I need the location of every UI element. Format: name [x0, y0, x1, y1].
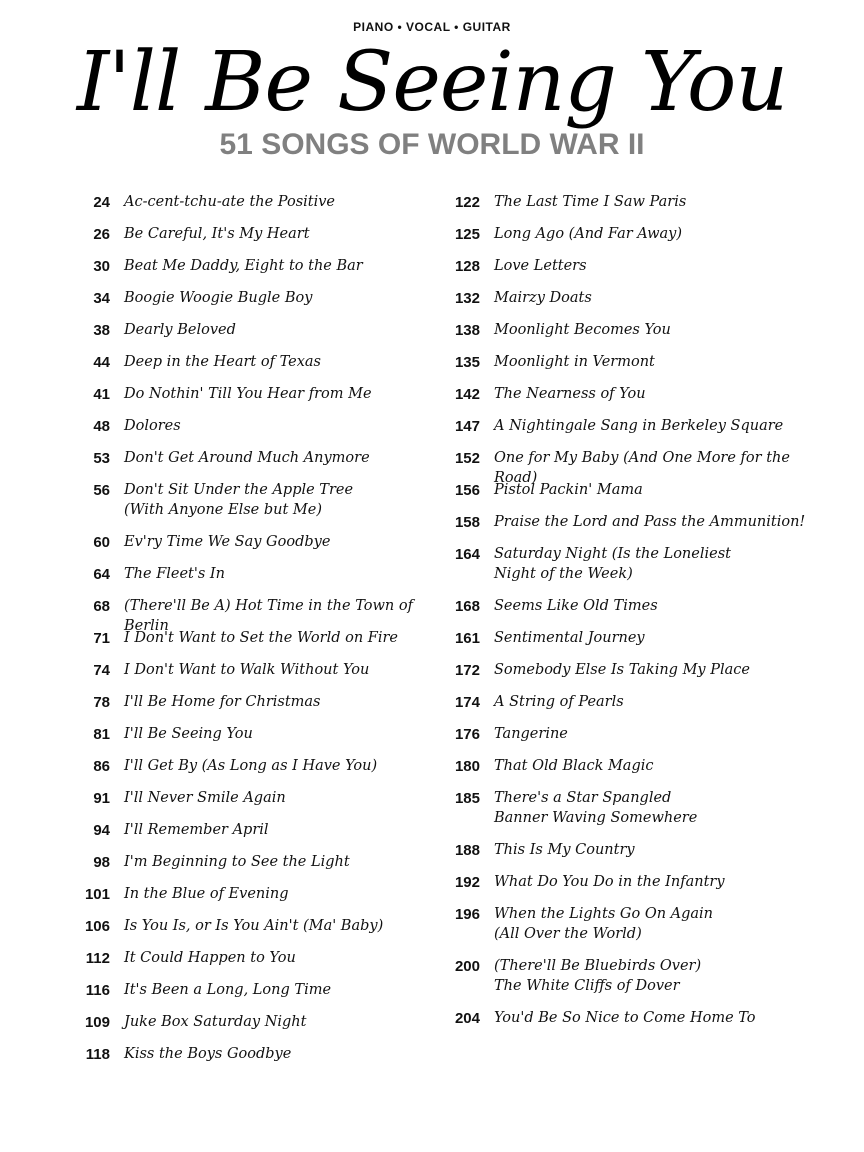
song-entry	[60, 416, 430, 448]
song-title: Moonlight in Vermont	[494, 354, 655, 370]
song-title: Somebody Else Is Taking My Place	[494, 662, 750, 678]
song-entry	[430, 544, 830, 596]
song-title: The Fleet's In	[124, 566, 225, 582]
page-number: 128	[454, 258, 480, 275]
header-top-label: PIANO • VOCAL • GUITAR	[353, 20, 511, 34]
page-number: 24	[93, 194, 110, 211]
song-title: Saturday Night (Is the Loneliest Night of the Week)	[494, 546, 731, 582]
song-title: I'll Be Seeing You	[124, 726, 253, 742]
song-entry	[60, 532, 430, 564]
song-entry	[60, 884, 430, 916]
song-title: Sentimental Journey	[494, 630, 645, 646]
song-entry	[430, 628, 830, 660]
page-number: 196	[454, 906, 480, 923]
song-title: Don't Get Around Much Anymore	[124, 450, 370, 466]
page-number: 30	[93, 258, 110, 275]
page-number: 64	[93, 566, 110, 583]
page-number: 135	[454, 354, 480, 371]
song-entry	[60, 628, 430, 660]
song-entry	[60, 820, 430, 852]
song-title: Do Nothin' Till You Hear from Me	[124, 386, 372, 402]
song-title: A Nightingale Sang in Berkeley Square	[494, 418, 784, 434]
page-number: 174	[454, 694, 480, 711]
page-number: 34	[93, 290, 110, 307]
page-number: 204	[454, 1010, 480, 1027]
page-number: 138	[454, 322, 480, 339]
song-title: I'll Remember April	[124, 822, 269, 838]
page-number: 172	[454, 662, 480, 679]
page-number: 94	[93, 822, 110, 839]
song-entry	[60, 288, 430, 320]
page-number: 192	[454, 874, 480, 891]
song-title: I'll Never Smile Again	[124, 790, 286, 806]
song-entry	[60, 256, 430, 288]
page-number: 176	[454, 726, 480, 743]
song-title: Is You Is, or Is You Ain't (Ma' Baby)	[124, 918, 384, 934]
song-entry	[430, 224, 830, 256]
page-number: 164	[454, 546, 480, 563]
song-entry	[430, 512, 830, 544]
page-number: 125	[454, 226, 480, 243]
song-entry	[60, 948, 430, 980]
song-entry	[430, 1008, 830, 1040]
song-entry	[60, 384, 430, 416]
page-number: 116	[85, 982, 110, 999]
book-subtitle: 51 SONGS OF WORLD WAR II	[219, 128, 645, 161]
song-entry	[430, 660, 830, 692]
song-entry	[430, 448, 830, 486]
song-title: Beat Me Daddy, Eight to the Bar	[124, 258, 363, 274]
song-entry	[60, 352, 430, 384]
song-entry	[60, 480, 430, 532]
page-number: 74	[93, 662, 110, 679]
page-number: 56	[93, 482, 110, 499]
song-title: I Don't Want to Set the World on Fire	[124, 630, 398, 646]
song-entry	[430, 872, 830, 904]
song-entry	[60, 980, 430, 1012]
page-number: 86	[93, 758, 110, 775]
page-number: 101	[84, 886, 110, 903]
page-number: 180	[454, 758, 480, 775]
song-title: Dearly Beloved	[124, 322, 236, 338]
page-number: 26	[93, 226, 110, 243]
song-entry	[430, 480, 830, 512]
page-number: 38	[93, 322, 110, 339]
song-title: Juke Box Saturday Night	[124, 1014, 307, 1030]
song-entry	[60, 320, 430, 352]
page-number: 53	[93, 450, 110, 467]
page-number: 44	[93, 354, 110, 371]
page-number: 41	[93, 386, 110, 403]
song-title: That Old Black Magic	[494, 758, 654, 774]
song-title: The Last Time I Saw Paris	[494, 194, 687, 210]
song-entry	[430, 840, 830, 872]
song-entry	[60, 192, 430, 224]
song-title: A String of Pearls	[494, 694, 624, 710]
song-title: (There'll Be A) Hot Time in the Town of Berlin	[124, 598, 413, 634]
song-title: Be Careful, It's My Heart	[124, 226, 310, 242]
page-number: 48	[93, 418, 110, 435]
song-entry	[60, 1012, 430, 1044]
song-entry	[60, 224, 430, 256]
page-number: 78	[93, 694, 110, 711]
song-title: Moonlight Becomes You	[494, 322, 671, 338]
song-entry	[430, 756, 830, 788]
song-title: This Is My Country	[494, 842, 635, 858]
page-number: 142	[454, 386, 480, 403]
page-number: 156	[454, 482, 480, 499]
song-title: The Nearness of You	[494, 386, 646, 402]
song-entry	[60, 1044, 430, 1076]
song-title: I Don't Want to Walk Without You	[124, 662, 370, 678]
page-number: 168	[454, 598, 480, 615]
song-title: Mairzy Doats	[494, 290, 592, 306]
song-title: I'll Get By (As Long as I Have You)	[124, 758, 378, 774]
song-entry	[60, 852, 430, 884]
song-title: I'll Be Home for Christmas	[124, 694, 321, 710]
page-number: 98	[93, 854, 110, 871]
song-entry	[60, 660, 430, 692]
page-number: 122	[454, 194, 480, 211]
book-title: I'll Be Seeing You	[76, 35, 788, 130]
song-list-right-column	[430, 192, 830, 1040]
song-entry	[430, 596, 830, 628]
page-number: 81	[93, 726, 110, 743]
song-title: Dolores	[124, 418, 181, 434]
song-entry	[430, 724, 830, 756]
song-entry	[60, 596, 430, 634]
song-title: Don't Sit Under the Apple Tree (With Anyone Else but Me)	[124, 482, 354, 518]
song-title: It Could Happen to You	[124, 950, 296, 966]
song-entry	[430, 256, 830, 288]
song-list-left-column	[60, 192, 430, 1076]
song-entry	[60, 724, 430, 756]
song-entry	[430, 320, 830, 352]
page-number: 112	[85, 950, 110, 967]
song-title: Ev'ry Time We Say Goodbye	[124, 534, 331, 550]
song-title: It's Been a Long, Long Time	[124, 982, 332, 998]
page-number: 185	[454, 790, 480, 807]
page-number: 158	[454, 514, 480, 531]
page-number: 200	[454, 958, 480, 975]
song-title: Kiss the Boys Goodbye	[124, 1046, 292, 1062]
song-entry	[430, 384, 830, 416]
page-number: 147	[454, 418, 480, 435]
song-entry	[430, 192, 830, 224]
page-number: 91	[93, 790, 110, 807]
song-entry	[60, 788, 430, 820]
song-entry	[60, 756, 430, 788]
song-title: Ac-cent-tchu-ate the Positive	[124, 194, 336, 210]
page-number: 118	[85, 1046, 110, 1063]
page-number: 132	[454, 290, 480, 307]
page-number: 161	[454, 630, 480, 647]
song-title: Tangerine	[494, 726, 568, 742]
song-title: Long Ago (And Far Away)	[494, 226, 683, 242]
song-title: I'm Beginning to See the Light	[124, 854, 350, 870]
page-number: 109	[84, 1014, 110, 1031]
page-number: 188	[454, 842, 480, 859]
song-title: In the Blue of Evening	[124, 886, 289, 902]
song-title: Seems Like Old Times	[494, 598, 658, 614]
page-number: 106	[84, 918, 110, 935]
song-title: What Do You Do in the Infantry	[494, 874, 725, 890]
song-entry	[430, 956, 830, 1008]
page-number: 71	[93, 630, 110, 647]
song-entry	[430, 352, 830, 384]
song-entry	[430, 416, 830, 448]
song-title: You'd Be So Nice to Come Home To	[494, 1010, 756, 1026]
song-title: Praise the Lord and Pass the Ammunition!	[494, 514, 806, 530]
song-entry	[430, 692, 830, 724]
song-entry	[430, 904, 830, 956]
song-entry	[430, 288, 830, 320]
page-number: 60	[93, 534, 110, 551]
song-title: When the Lights Go On Again (All Over the World)	[494, 906, 714, 942]
song-title: Pistol Packin' Mama	[494, 482, 643, 498]
song-title: Deep in the Heart of Texas	[124, 354, 321, 370]
song-title: Boogie Woogie Bugle Boy	[124, 290, 313, 306]
song-title: Love Letters	[494, 258, 587, 274]
song-title: One for My Baby (And One More for the Road)	[494, 450, 790, 486]
page-number: 152	[454, 450, 480, 467]
song-entry	[60, 692, 430, 724]
song-entry	[60, 564, 430, 596]
song-entry	[430, 788, 830, 840]
song-title: There's a Star Spangled Banner Waving Somewhere	[494, 790, 698, 826]
page-number: 68	[93, 598, 110, 615]
song-entry	[60, 916, 430, 948]
song-entry	[60, 448, 430, 480]
song-title: (There'll Be Bluebirds Over) The White Cliffs of Dover	[494, 958, 702, 994]
